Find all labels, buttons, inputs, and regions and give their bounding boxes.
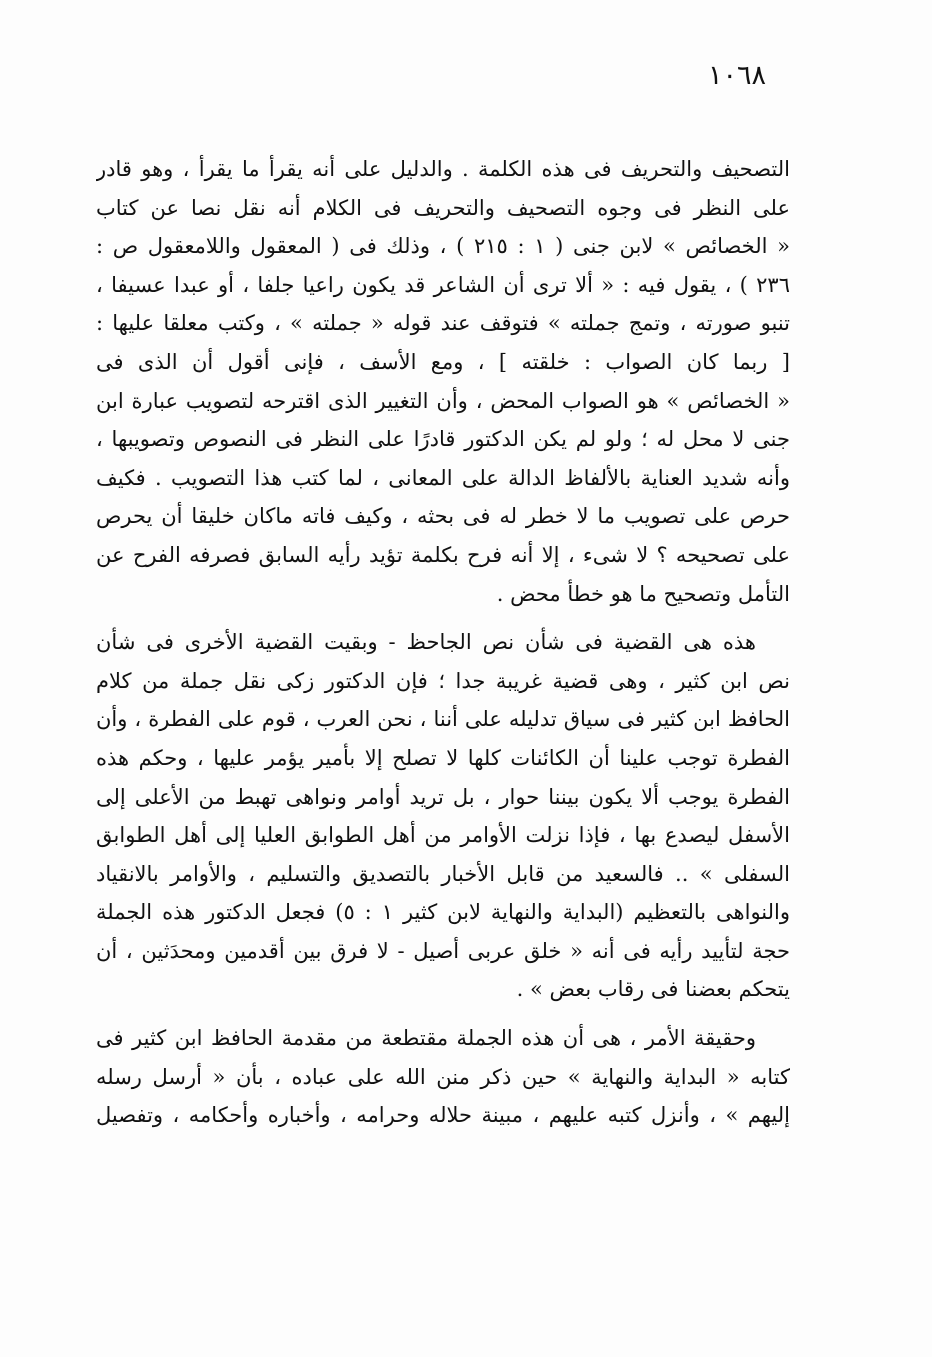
text-line: وأنه شديد العناية بالألفاظ الدالة على المعانى ، لما كتب هذا التصويب . فكيف [96,465,790,490]
text-line: « الخصائص » هو الصواب المحض ، وأن التغيير الذى اقترحه لتصويب عبارة ابن [96,388,790,413]
text-line: هذه هى القضية فى شأن نص الجاحظ - وبقيت القضية الأخرى فى شأن [96,630,756,655]
text-line: حجة لتأييد رأيه فى أنه « خلق عربى أصيل - لا فرق بين أقدمين ومحدَثين ، أن [96,938,790,963]
paragraph-1 [96,150,790,613]
text-line: التصحيف والتحريف فى هذه الكلمة . والدليل على أنه يقرأ ما يقرأ ، وهو قادر [96,157,790,181]
text-line: [ ربما كان الصواب : خلقته ] ، ومع الأسف ، فإنى أقول أن الذى فى [96,349,790,374]
text-line: إليهم » ، وأنزل كتبه عليهم ، مبينة حلاله وحرامه ، وأخباره وأحكامه ، وتفصيل [96,1103,790,1128]
text-line: نص ابن كثير ، وهى قضية غريبة جدا ؛ فإن الدكتور زكى نقل جملة من كلام [96,668,790,693]
text-line: الأسفل ليصدع بها ، فإذا نزلت الأوامر من أهل الطوابق العليا إلى أهل الطوابق [96,823,790,848]
text-line: يتحكم بعضنا فى رقاب بعض » . [516,977,790,1002]
text-line: حرص على تصويب ما لا خطر له فى بحثه ، وكيف فاته ماكان خليقا أن يحرص [96,504,790,529]
text-line: وحقيقة الأمر ، هى أن هذه الجملة مقتطعة من مقدمة الحافظ ابن كثير فى [96,1026,756,1051]
text-line: التأمل وتصحيح ما هو خطأ محض . [496,581,790,606]
text-line: تنبو صورته ، وتمج جملته » فتوقف عند قوله « جملته » ، وكتب معلقا عليها : [96,311,790,336]
body-text [96,150,790,1135]
text-line: جنى لا محل له ؛ ولو لم يكن الدكتور قادرًا على النظر فى النصوص وتصويبها ، [96,427,790,452]
text-line: الحافظ ابن كثير فى سياق تدليله على أننا ، نحن العرب ، قوم على الفطرة ، وأن [96,707,790,732]
text-line: ٢٣٦ ) ، يقول فيه : « ألا ترى أن الشاعر قد يكون راعيا جلفا ، أو عبدا عسيفا ، [96,272,790,297]
text-line: والنواهى بالتعظيم (البداية والنهاية لابن كثير ١ : ٥) فجعل الدكتور هذه الجملة [96,900,790,925]
paragraph-3 [96,1019,790,1135]
text-line: السفلى » .. فالسعيد من قابل الأخبار بالتصديق والتسليم ، والأوامر بالانقياد [96,861,790,886]
page-number: ١٠٦٨ [707,60,766,91]
paragraph-2 [96,623,790,1009]
text-line: كتابه « البداية والنهاية » حين ذكر منن الله على عباده ، بأن « أرسل رسله [96,1064,790,1089]
text-line: « الخصائص » لابن جنى ( ١ : ٢١٥ ) ، وذلك فى ( المعقول واللامعقول ص : [96,234,790,259]
text-line: على تصحيحه ؟ لا شىء ، إلا أنه فرح بكلمة تؤيد رأيه السابق فصرفه الفرح عن [96,542,790,567]
text-line: الفطرة توجب علينا أن الكائنات كلها لا تصلح إلا بأمير يؤمر عليها ، وحكم هذه [96,745,790,770]
text-line: الفطرة يوجب ألا يكون بيننا حوار ، بل تريد أوامر ونواهى تهبط من الأعلى إلى [96,784,790,809]
text-line: على النظر فى وجوه التصحيف والتحريف فى الكلام أنه نقل نصا عن كتاب [96,195,790,220]
